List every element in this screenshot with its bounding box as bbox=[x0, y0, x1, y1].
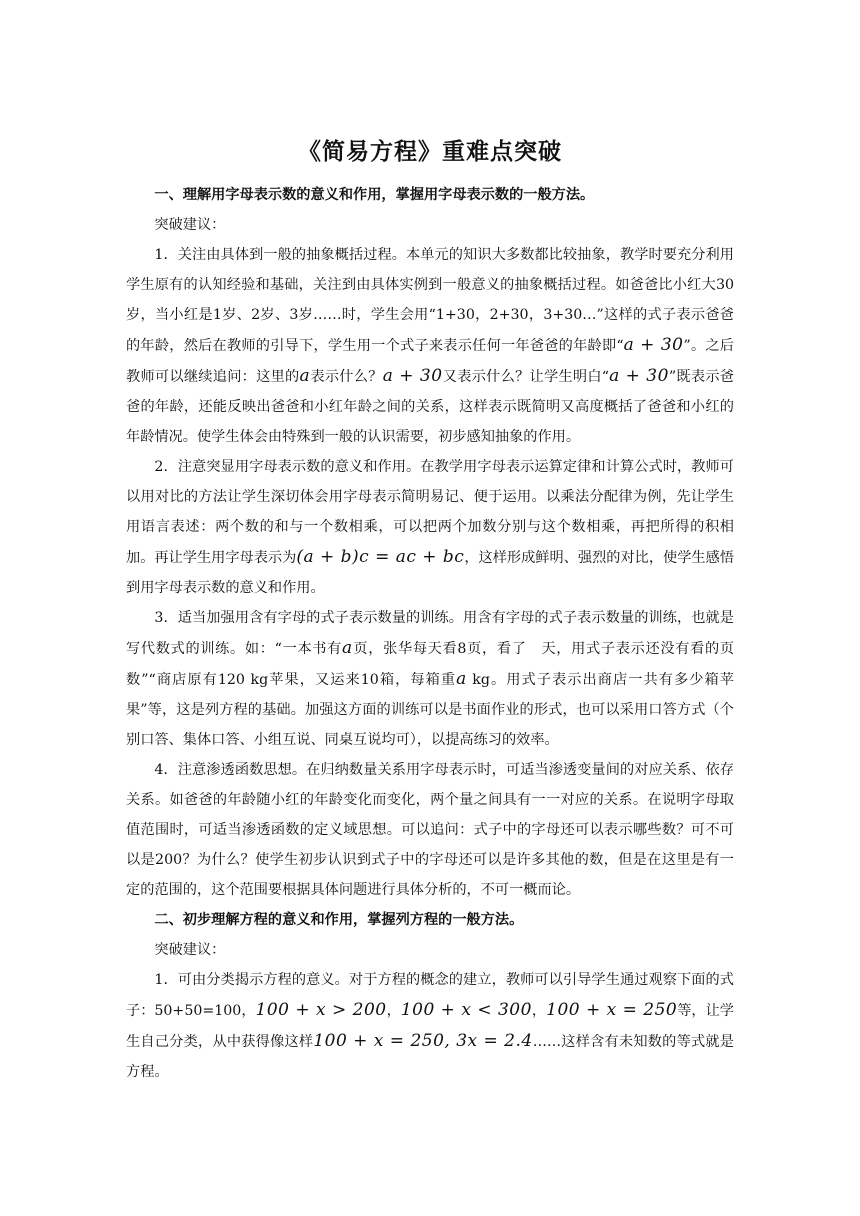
section1-heading: 一、理解用字母表示数的意义和作用，掌握用字母表示数的一般方法。 bbox=[154, 187, 595, 203]
math-formula: (a + b)c = ac + bc bbox=[296, 547, 465, 567]
math-formula: a + 30 bbox=[623, 335, 684, 355]
section1-suggest-label: 突破建议： bbox=[154, 217, 226, 233]
math-formula: a bbox=[342, 638, 353, 658]
text-run: ……这样含有未知数的等式就是方程。 bbox=[126, 1034, 734, 1080]
section1-paragraph-2 bbox=[126, 452, 734, 603]
math-formula: 100 + x > 200 bbox=[255, 1000, 387, 1020]
section1-paragraph-4: 4．注意渗透函数思想。在归纳数量关系用字母表示时，可适当渗透变量间的对应关系、依存关系。如爸爸的年龄随小红的年龄变化而变化，两个量之间具有一一对应的关系。在说明字母取值范围时，可适当渗透函数的定义域思想。可以追问：式子中的字母还可以表示哪些数？可不可以是200？为什么？使学生初步认识到式子中的字母还可以是许多其他的数，但是在这里是有一定的范围的，这个范围要根据具体问题进行具体分析的，不可一概而论。 bbox=[126, 762, 734, 898]
math-formula: a bbox=[299, 366, 311, 386]
text-run: ”。之后教师可以继续追问：这里的 bbox=[126, 338, 734, 385]
text-run: ， bbox=[386, 1003, 401, 1019]
section2-heading: 二、初步理解方程的意义和作用，掌握列方程的一般方法。 bbox=[154, 912, 524, 928]
math-formula: a + 30 bbox=[609, 366, 669, 386]
text-run: ”既表示爸爸的年龄，还能反映出爸爸和小红年龄之间的关系，这样表示既简明又高度概括了爸爸和小红的年龄情况。使学生体会由特殊到一般的认识需要，初步感知抽象的作用。 bbox=[126, 369, 734, 445]
text-run: 1．可由分类揭示方程的意义。对于方程的概念的建立，教师可以引导学生通过观察下面的式子：50+50=100， bbox=[126, 972, 734, 1019]
math-formula: 100 + x = 250, 3x = 2.4 bbox=[313, 1031, 533, 1051]
text-run: 页，张华每天看8页，看了 天，用式子表示还没有看的页数”“商店原有120 kg苹果，又运来10箱，每箱重 bbox=[126, 641, 735, 688]
document-body bbox=[126, 180, 734, 1087]
math-formula: 100 + x < 300 bbox=[400, 1000, 532, 1020]
text-run: ， bbox=[531, 1003, 547, 1019]
text-run: 3．适当加强用含有字母的式子表示数量的训练。用含有字母的式子表示数量的训练，也就是写代数式的训练。如：“一本书有 bbox=[126, 610, 734, 657]
text-run: ，这样形成鲜明、强烈的对比，使学生感悟到用字母表示数的意义和作用。 bbox=[126, 550, 734, 596]
text-run: 表示什么？ bbox=[310, 369, 383, 385]
text-run: 2．注意突显用字母表示数的意义和作用。在教学用字母表示运算定律和计算公式时，教师可以用对比的方法让学生深切体会用字母表示简明易记、便于运用。以乘法分配律为例，先让学生用语言表述：两个数的和与一个数相乘，可以把两个加数分别与这个数相乘，再把所得的积相加。再让学生用字母表示为 bbox=[126, 459, 734, 566]
section2-paragraph-1 bbox=[126, 965, 734, 1087]
section1-paragraph-3 bbox=[126, 603, 734, 755]
math-formula: a bbox=[456, 669, 467, 689]
section2-suggest-label: 突破建议： bbox=[154, 942, 226, 958]
math-formula: 100 + x = 250 bbox=[546, 1000, 678, 1020]
text-run: 等，让学生自己分类，从中获得像这样 bbox=[126, 1003, 734, 1050]
text-run: 1．关注由具体到一般的抽象概括过程。本单元的知识大多数都比较抽象，教学时要充分利用学生原有的认知经验和基础，关注到由具体实例到一般意义的抽象概括过程。如爸爸比小红大30岁，当小红是1岁、2岁、3岁……时，学生会用“1+30，2+30，3+30…”这样的式子表示爸爸的年龄，然后在教师的引导下，学生用一个式子来表示任何一年爸爸的年龄即“ bbox=[126, 247, 734, 354]
text-run: 又表示什么？让学生明白“ bbox=[442, 369, 610, 385]
text-run: kg。用式子表示出商店一共有多少箱苹果”等，这是列方程的基础。加强这方面的训练可以是书面作业的形式，也可以采用口答方式（个别口答、集体口答、小组互说、同桌互说均可），以提高练习的效率。 bbox=[126, 672, 734, 748]
page-title: 《简易方程》重难点突破 bbox=[298, 139, 562, 165]
section1-paragraph-1 bbox=[126, 240, 734, 452]
math-formula: a + 30 bbox=[382, 366, 443, 386]
